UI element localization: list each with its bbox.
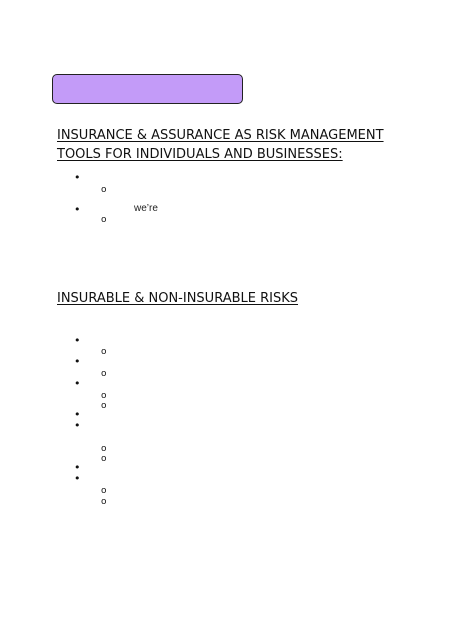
bullet-marker: •: [74, 461, 81, 474]
sub-bullet-marker: o: [101, 185, 107, 195]
section-heading-insurable-risks: INSURABLE & NON-INSURABLE RISKS: [57, 291, 299, 306]
sub-bullet-marker: o: [101, 497, 107, 507]
heading-line-2: TOOLS FOR INDIVIDUALS AND BUSINESSES:: [57, 147, 343, 162]
bullet-marker: •: [74, 419, 81, 432]
heading-line-1: INSURANCE & ASSURANCE AS RISK MANAGEMENT: [57, 128, 384, 143]
sub-bullet-marker: o: [101, 454, 107, 464]
sub-bullet-marker: o: [101, 486, 107, 496]
sub-bullet-marker: o: [101, 401, 107, 411]
bullet-marker: •: [74, 408, 81, 421]
sub-bullet-marker: o: [101, 347, 107, 357]
sub-bullet-marker: o: [101, 369, 107, 379]
bullet-marker: •: [74, 334, 81, 347]
sub-bullet-marker: o: [101, 391, 107, 401]
sub-bullet-marker: o: [101, 215, 107, 225]
bullet-marker: •: [74, 355, 81, 368]
bullet-marker: •: [74, 203, 81, 216]
bullet-marker: •: [74, 377, 81, 390]
bullet-marker: •: [74, 171, 81, 184]
bullet-marker: •: [74, 472, 81, 485]
list-item-text: we’re: [134, 203, 158, 214]
sub-bullet-marker: o: [101, 444, 107, 454]
title-box: [52, 74, 243, 104]
section-heading-insurance-assurance: [57, 126, 384, 164]
